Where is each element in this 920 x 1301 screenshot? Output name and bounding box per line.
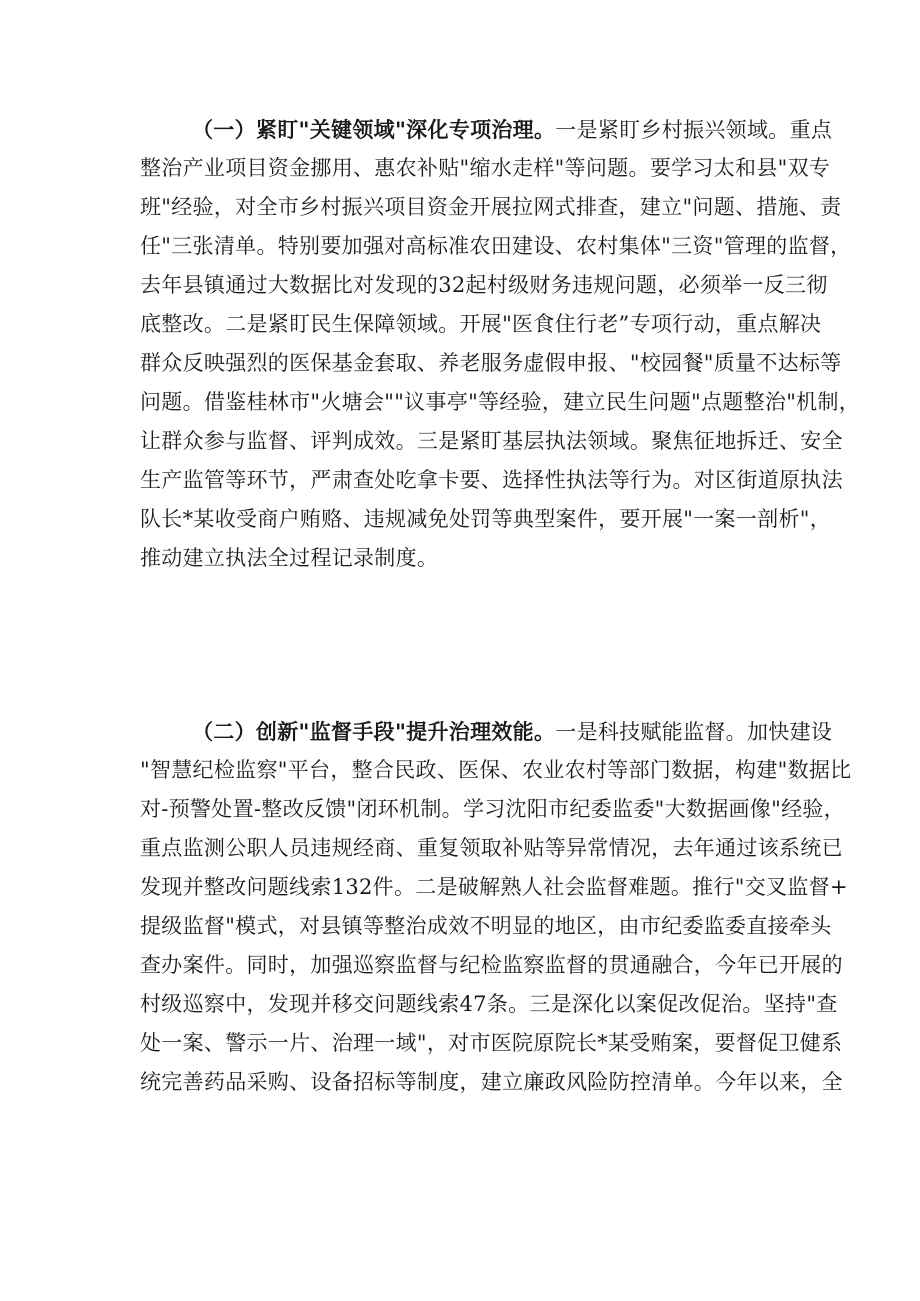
section-1-line-4: 去年县镇通过大数据比对发现的32起村级财务违规问题，必须举一反三彻 <box>140 273 828 297</box>
section-1-line-2: 班"经验，对全市乡村振兴项目资金开展拉网式排查，建立"问题、措施、责 <box>140 195 842 219</box>
section-2-first-line <box>140 712 833 751</box>
section-2-line-9: 统完善药品采购、设备招标等制度，建立廉政风险防控清单。今年以来，全 <box>140 1070 843 1094</box>
section-1-line-9: 生产监管等环节，严肃查处吃拿卡要、选择性执法等行为。对区街道原执法 <box>140 468 843 492</box>
section-2-line-1: "智慧纪检监察"平台，整合民政、医保、农业农村等部门数据，构建"数据比 <box>140 758 852 782</box>
section-2-line-2: 对-预警处置-整改反馈"闭环机制。学习沈阳市纪委监委"大数据画像"经验， <box>140 797 845 821</box>
section-1-line-3: 任"三张清单。特别要加强对高标准农田建设、农村集体"三资"管理的监督， <box>140 234 852 258</box>
section-2 <box>140 712 852 1102</box>
section-1-line-0: 一是紧盯乡村振兴领域。重点 <box>555 118 833 142</box>
section-1-line-5: 底整改。二是紧盯民生保障领域。开展"医食住行老”专项行动，重点解决 <box>140 312 822 336</box>
section-1-line-1: 整治产业项目资金挪用、惠农补贴"缩水走样"等问题。要学习太和县"双专 <box>140 156 831 180</box>
section-1 <box>140 110 861 578</box>
section-2-line-0: 一是科技赋能监督。加快建设 <box>555 720 833 744</box>
section-1-line-7: 问题。借鉴桂林市"火塘会""议事亭"等经验，建立民生问题"点题整治"机制， <box>140 390 861 414</box>
section-2-line-8: 处一案、警示一片、治理一域"，对市医院原院长*某受贿案，要督促卫健系 <box>140 1031 843 1055</box>
section-2-line-7: 村级巡察中，发现并移交问题线索47条。三是深化以案促改促治。坚持"查 <box>140 992 838 1016</box>
section-1-line-6: 群众反映强烈的医保基金套取、养老服务虚假申报、"校园餐"质量不达标等 <box>140 351 842 375</box>
section-2-line-6: 查办案件。同时，加强巡察监督与纪检监察监督的贯通融合，今年已开展的 <box>140 953 843 977</box>
section-2-line-3: 重点监测公职人员违规经商、重复领取补贴等异常情况，去年通过该系统已 <box>140 836 843 860</box>
section-1-line-11: 推动建立执法全过程记录制度。 <box>140 546 439 570</box>
section-2-heading: （二）创新"监督手段"提升治理效能。 <box>192 719 556 744</box>
section-1-line-8: 让群众参与监督、评判成效。三是紧盯基层执法领域。聚焦征地拆迁、安全 <box>140 429 843 453</box>
section-1-first-line <box>140 110 833 149</box>
section-1-heading: （一）紧盯"关键领域"深化专项治理。 <box>192 117 556 142</box>
section-1-line-10: 队长*某收受商户贿赂、违规减免处罚等典型案件，要开展"一案一剖析"， <box>140 507 832 531</box>
section-2-line-4: 发现并整改问题线索132件。二是破解熟人社会监督难题。推行"交叉监督+ <box>140 875 848 899</box>
section-2-line-5: 提级监督"模式，对县镇等整治成效不明显的地区，由市纪委监委直接牵头 <box>140 914 832 938</box>
